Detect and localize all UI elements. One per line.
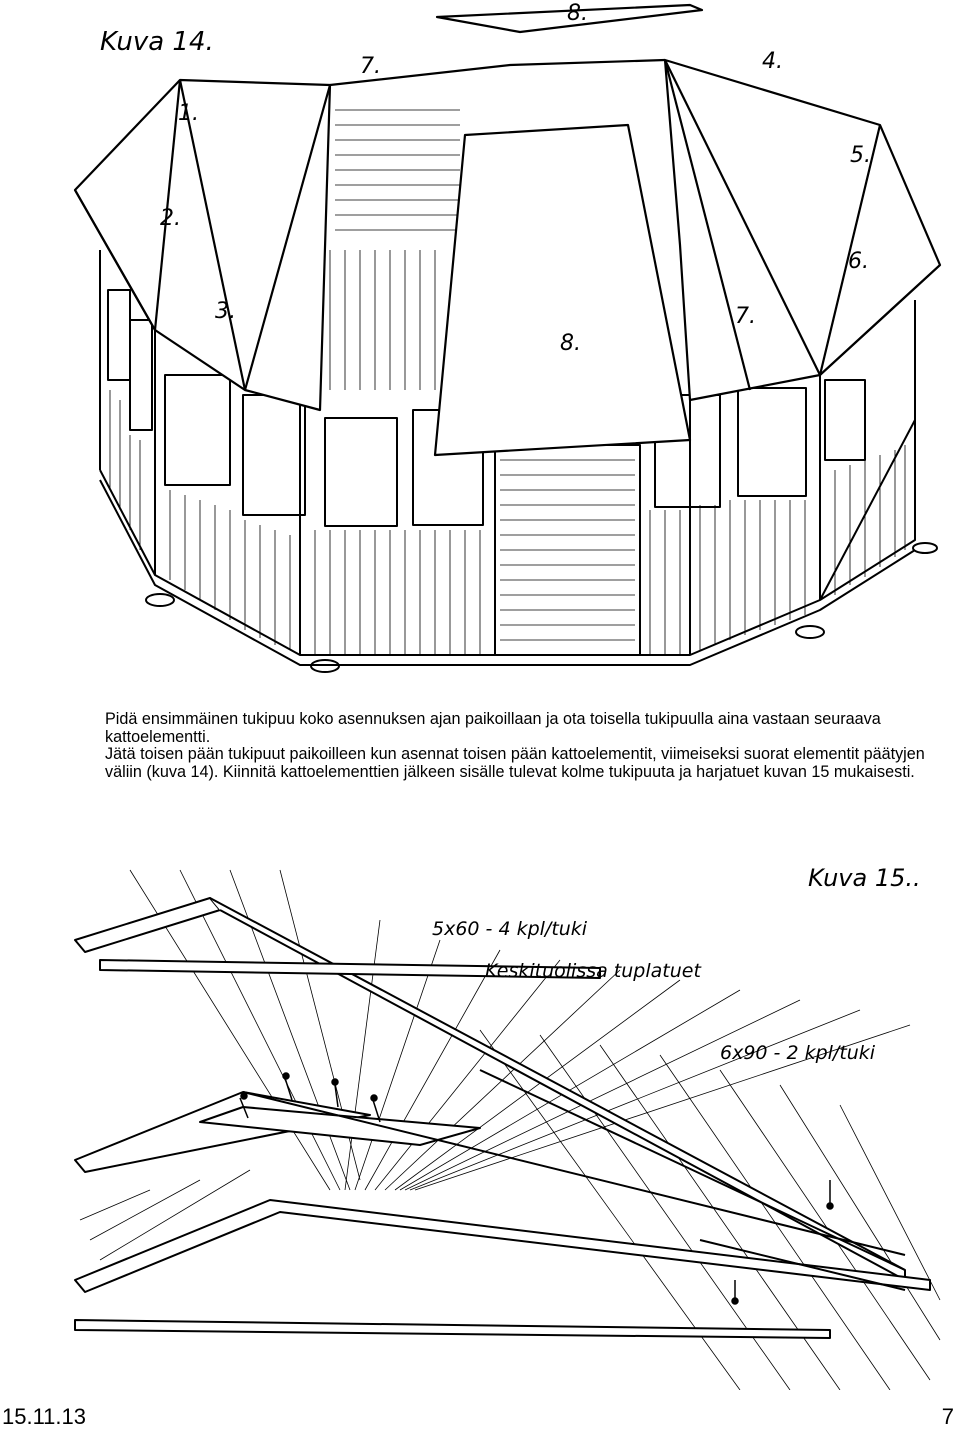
roof-label-5: 5. xyxy=(850,143,871,168)
roof-label-4: 4. xyxy=(762,49,783,74)
roof-label-8-panel: 8. xyxy=(560,331,581,356)
roof-label-7-front: 7. xyxy=(735,304,756,329)
support-label-center-double: Keskituolissa tuplatuet xyxy=(485,960,701,982)
figure-15-roof-support-drawing xyxy=(0,860,960,1390)
roof-label-7-back: 7. xyxy=(360,54,381,79)
figure-15-caption: Kuva 15.. xyxy=(808,864,921,892)
page-number: 7 xyxy=(941,1404,954,1429)
roof-label-6: 6. xyxy=(848,249,869,274)
instruction-text xyxy=(105,711,925,781)
support-label-6x90: 6x90 - 2 kpl/tuki xyxy=(720,1042,876,1064)
support-label-5x60: 5x60 - 4 kpl/tuki xyxy=(432,918,588,940)
roof-label-8-ridge: 8. xyxy=(567,1,588,26)
figure-14-gazebo-drawing xyxy=(0,0,960,680)
roof-label-3: 3. xyxy=(215,299,236,324)
roof-label-2: 2. xyxy=(160,206,181,231)
instruction-paragraph-1: Pidä ensimmäinen tukipuu koko asennuksen ajan paikoillaan ja ota toisella tukipuulla aina vastaan seuraava kattoelementti. xyxy=(105,710,881,746)
footer-date: 15.11.13 xyxy=(2,1404,87,1429)
figure-14-caption: Kuva 14. xyxy=(100,27,214,57)
instruction-paragraph-2: Jätä toisen pään tukipuut paikoilleen kun asennat toisen pään kattoelementit, viimeiseksi suorat elementit päätyjen väliin (kuva 14). Kiinnitä kattoelementtien jälkeen sisälle tulevat kolme tukipuuta ja harjatuet kuvan 15 mukaisesti. xyxy=(105,745,925,781)
roof-label-1: 1. xyxy=(178,101,199,126)
